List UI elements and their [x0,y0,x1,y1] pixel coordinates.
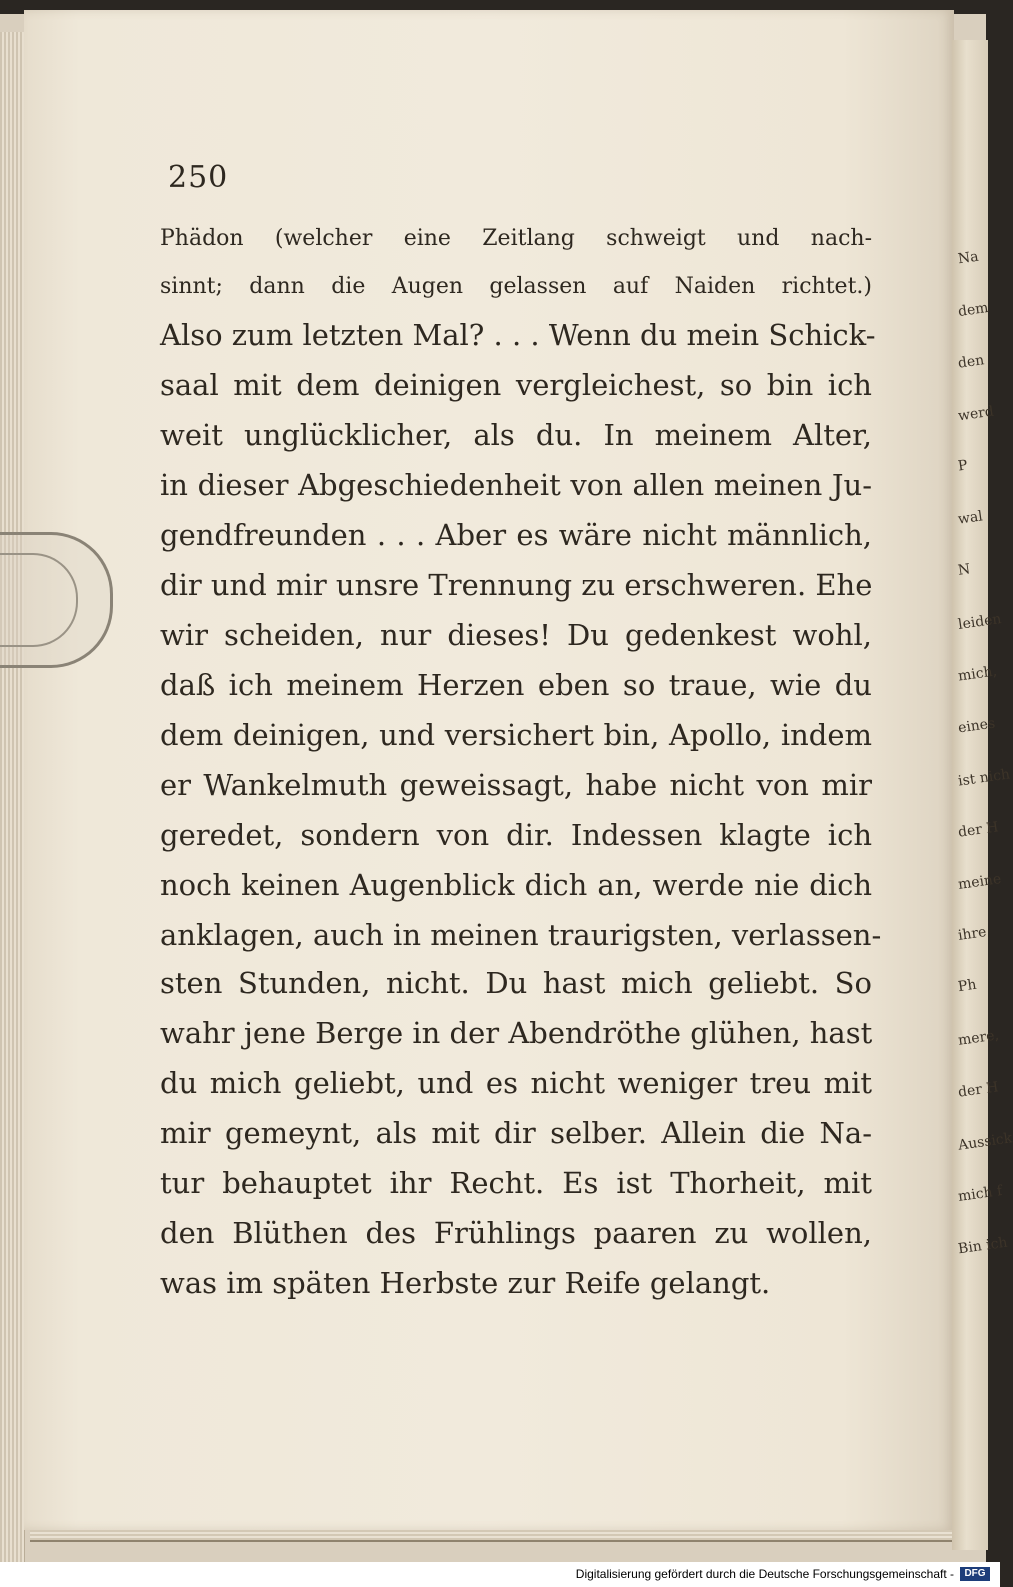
funding-notice: Digitalisierung gefördert durch die Deutsche Forschungsgemeinschaft - [575,1567,954,1581]
facing-page-fragment: Bin ich [957,1234,1009,1258]
facing-page-fragment: eines [957,715,997,737]
facing-page-fragment: mich, [957,663,998,685]
text-line: anklagen, auch in meinen traurigsten, verlassen- [160,918,882,952]
facing-page-fragment: mere, [957,1027,1000,1049]
dfg-logo: DFG [960,1567,990,1581]
text-line: tur behauptet ihr Recht. Es ist Thorheit, mit [160,1166,872,1200]
left-page-stack [0,32,25,1562]
text-line: sten Stunden, nicht. Du hast mich geliebt. So [160,966,872,1000]
facing-page-fragment: N [956,561,972,579]
facing-page-fragment: mich f [957,1182,1004,1206]
facing-page-fragment: leiden [957,611,1003,633]
text-line: weit unglücklicher, als du. In meinem Alter, [160,418,872,452]
facing-page-edge [952,40,1013,1550]
text-line: noch keinen Augenblick dich an, werde nie dich [160,868,872,902]
page-number: 250 [168,160,229,195]
facing-page-fragment: dem [957,299,990,321]
text-line: dir und mir unsre Trennung zu erschweren. Ehe [160,568,873,602]
facing-page-fragment: meine [957,871,1003,893]
facing-page-fragment: Aussick [957,1130,1013,1154]
text-line: saal mit dem deinigen vergleichest, so bin ich [160,368,872,402]
text-line: wahr jene Berge in der Abendröthe glühen, hast [160,1016,873,1050]
text-line: wir scheiden, nur dieses! Du gedenkest wohl, [160,618,872,652]
text-line: Also zum letzten Mal? . . . Wenn du mein Schick- [160,318,876,352]
text-line: den Blüthen des Frühlings paaren zu wollen, [160,1216,872,1250]
facing-page-fragment: P [956,457,969,475]
page-clip-inner [0,553,78,647]
text-line: daß ich meinem Herzen eben so traue, wie du [160,668,872,702]
page-clip-icon [0,532,113,668]
text-line: Phädon (welcher eine Zeitlang schweigt und nach- [160,226,872,251]
text-line: er Wankelmuth geweissagt, habe nicht von mir [160,768,872,802]
text-line: was im späten Herbste zur Reife gelangt. [160,1266,771,1300]
text-line: mir gemeynt, als mit dir selber. Allein die Na- [160,1116,872,1150]
facing-page-fragment: Ph [956,976,978,996]
text-line: in dieser Abgeschiedenheit von allen meinen Ju- [160,468,872,502]
facing-page-fragment: ist nich [957,766,1011,790]
facing-page-fragment: der H [957,1079,1000,1101]
footer-bar [0,1562,1000,1587]
facing-page-fragment: werd [957,403,995,425]
facing-page-fragment: den [957,352,986,372]
facing-page-fragment: der H [957,819,1000,841]
text-line: sinnt; dann die Augen gelassen auf Naiden richtet.) [160,274,872,299]
facing-page-fragment: Na [956,248,980,268]
text-line: geredet, sondern von dir. Indessen klagte ich [160,818,872,852]
text-line: du mich geliebt, und es nicht weniger treu mit [160,1066,872,1100]
text-line: gendfreunden . . . Aber es wäre nicht männlich, [160,518,872,552]
facing-page-fragment: wal [957,508,984,528]
facing-page-fragment: ihre [957,924,988,944]
text-line: dem deinigen, und versichert bin, Apollo, indem [160,718,872,752]
